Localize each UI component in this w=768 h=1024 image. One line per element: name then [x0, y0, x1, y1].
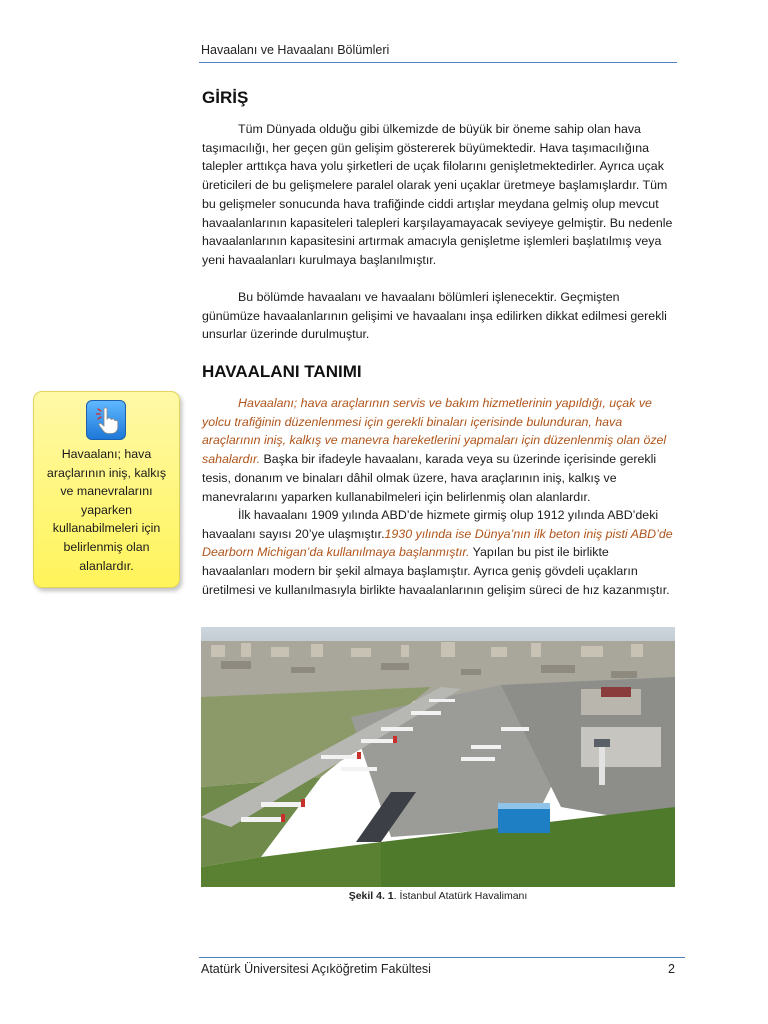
- header-rule: [199, 62, 677, 63]
- figure-label: Şekil 4. 1: [348, 890, 394, 902]
- tanim-paragraph-2-text: Yapılan bu pist ile birlikte havaalanları modern bir şekil almaya başlamıştır. Ayrıca geniş gövdeli uçakların üretilmesi ve kullanılmasıyla birlikte havaalanlarının gelişim süreci de hız kazanmıştır.: [202, 545, 670, 597]
- figure-caption-text: . İstanbul Atatürk Havalimanı: [393, 890, 528, 902]
- giris-paragraph-1-text: Tüm Dünyada olduğu gibi ülkemizde de büyük bir öneme sahip olan hava taşımacılığı, her geçen gün gelişim göstererek büyümektedir. Hava taşımacılığına talepler arttıkça hava yolu şirketleri de uçak filolarını genişletmektedirler. Ayrıca uçak üreticileri de bu gelişmelere paralel olarak yeni uçaklar üretmeye başlamışlardır. Tüm bu gelişmeler sonucunda hava trafiğinde ciddi artışlar meydana gelmiş olup mevcut havaalanlarının kapasiteleri talepleri karşılayamayacak seviyeye gelmiştir. Bu nedenle havaalanlarının kapasitesini artırmak amacıyla genişletme işlemleri başlatılmış veya yeni havaalanları kurulmaya başlanılmıştır.: [202, 122, 673, 267]
- tanim-paragraph-2: [202, 506, 676, 600]
- pointing-hand-icon: [86, 400, 126, 440]
- tanim-paragraph-1: [202, 394, 676, 506]
- giris-paragraph-2-text: Bu bölümde havaalanı ve havaalanı bölümleri işlenecektir. Geçmişten günümüze havaalanlarının gelişimi ve havaalanı inşa edilirken dikkat edilmesi gerekli unsurlar üzerinde durulmuştur.: [202, 290, 667, 342]
- giris-heading: GİRİŞ: [202, 88, 249, 107]
- history-highlight: 1930 yılında ise Dünya’nın ilk beton iniş pisti ABD’de Dearborn Michigan’da kullanılmaya başlanmıştır.: [202, 526, 673, 560]
- footer-institution: Atatürk Üniversitesi Açıköğretim Fakültesi: [201, 962, 431, 976]
- page-number: 2: [668, 962, 675, 976]
- airport-aerial-photo: [201, 627, 675, 887]
- definition-highlight: Havaalanı; hava araçlarının servis ve bakım hizmetlerinin yapıldığı, uçak ve yolcu trafiğinin düzenlenmesi için gerekli binaları içerisinde bulunduran, hava araçlarının iniş, kalkış ve manevra hareketlerini yapmaları için düzenlenmiş olan özel sahalardır.: [202, 396, 667, 467]
- giris-paragraph-2: [202, 288, 676, 344]
- tanim-paragraph-2-start: İlk havaalanı 1909 yılında ABD’de hizmete girmiş olup 1912 yılında ABD’deki havaalanı sayısı 20’ye ulaşmıştır.: [202, 508, 659, 541]
- tanim-heading: HAVAALANI TANIMI: [202, 362, 362, 381]
- footer-rule: [199, 957, 685, 958]
- giris-paragraph-1: [202, 120, 676, 270]
- definition-callout-box: [33, 391, 180, 588]
- callout-text: Havaalanı; hava araçlarının iniş, kalkış ve manevralarını yaparken kullanabilmeleri için belirlenmiş olan alanlardır.: [46, 447, 167, 573]
- tanim-paragraph-1-text: Başka bir ifadeyle havaalanı, karada veya su üzerinde içerisinde gerekli tesis, donanım ve binaları dâhil olmak üzere, hava araçlarının iniş, kalkış ve manevralarını yaparken kullanabilmeleri için belirlenmiş olan alanlardır.: [202, 452, 657, 504]
- figure-caption: [201, 890, 675, 902]
- running-header: Havaalanı ve Havaalanı Bölümleri: [201, 43, 390, 57]
